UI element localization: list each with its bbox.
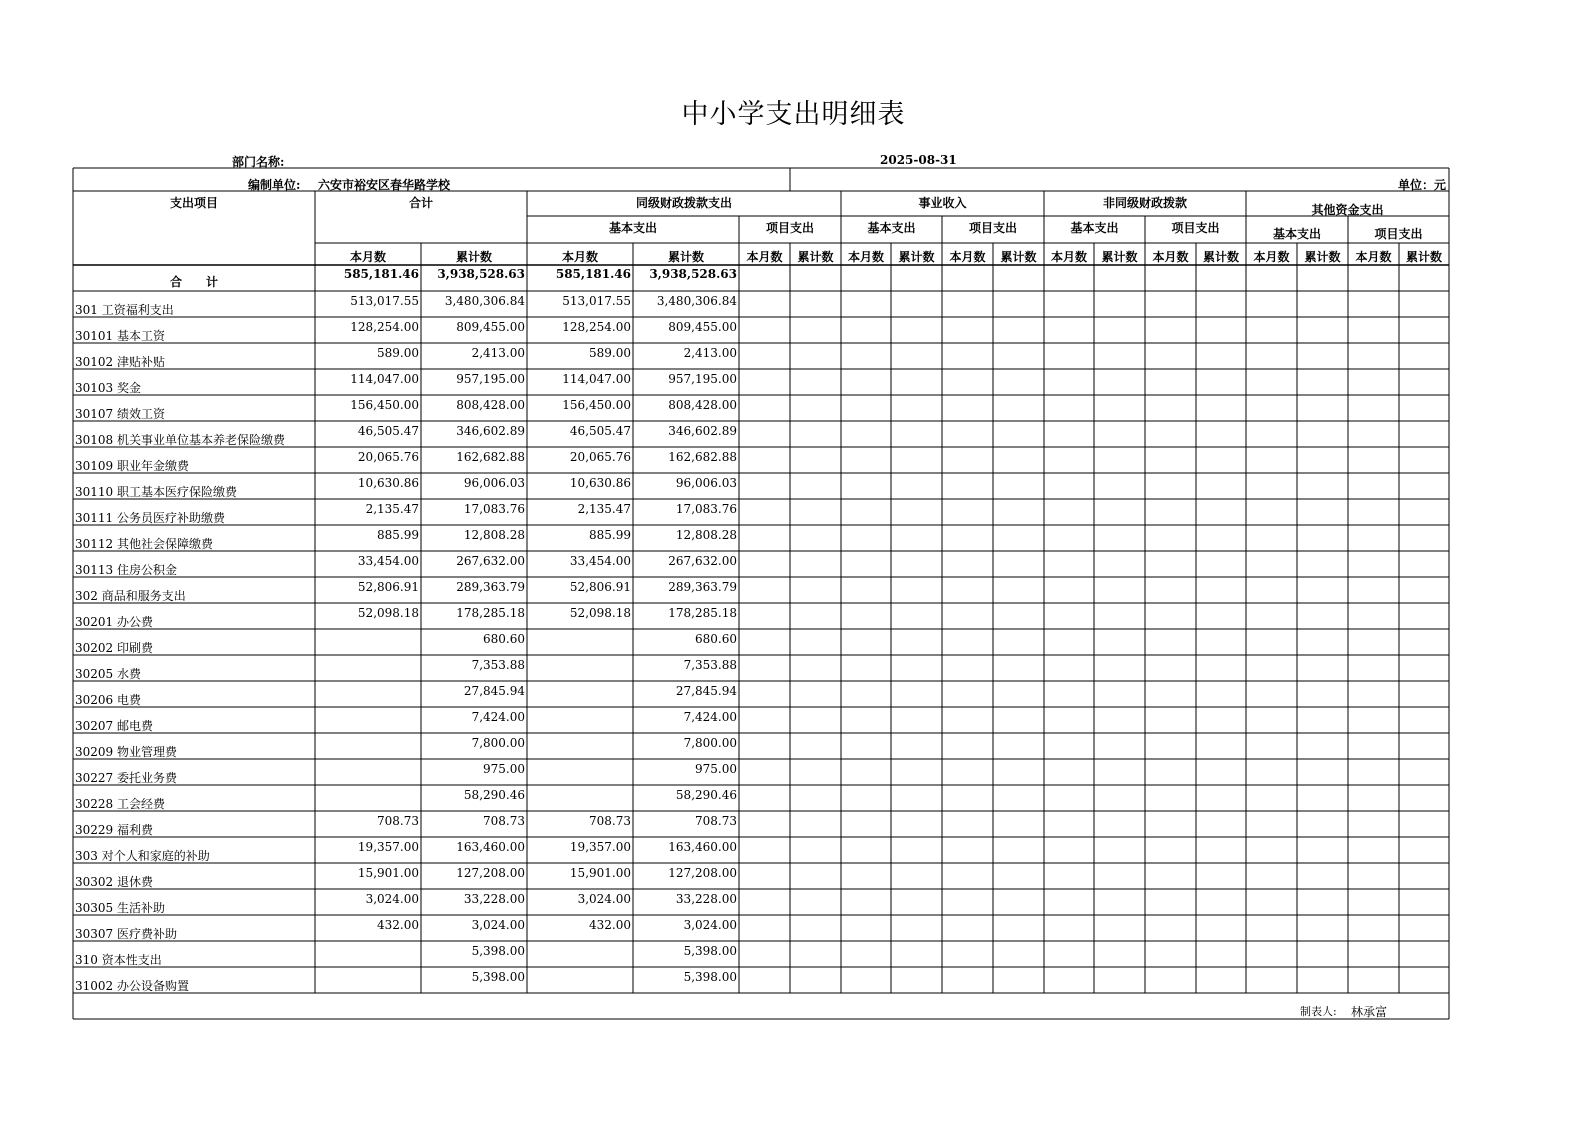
- row-total-month: 46,505.47: [357, 424, 419, 438]
- row-label: 30206 电费: [75, 693, 141, 707]
- preparer-name: 林承富: [1351, 1005, 1388, 1019]
- row-total-cumulative: 33,228.00: [463, 892, 525, 906]
- row-total-month: 156,450.00: [350, 398, 419, 412]
- row-total-month: 33,454.00: [357, 554, 419, 568]
- header-month: 本月数: [1253, 250, 1290, 264]
- row-label: 303 对个人和家庭的补助: [75, 849, 210, 863]
- row-total-cumulative: 12,808.28: [463, 528, 525, 542]
- row-label: 30202 印刷费: [75, 641, 153, 655]
- row-total-month: 589.00: [377, 346, 419, 360]
- header-cumulative: 累计数: [797, 250, 834, 264]
- row-total-cumulative: 17,083.76: [463, 502, 525, 516]
- row-total-month: 3,024.00: [365, 892, 419, 906]
- row-label: 30102 津贴补贴: [75, 355, 165, 369]
- row-basic-cumulative: 957,195.00: [668, 372, 737, 386]
- header-cumulative: 累计数: [1101, 250, 1138, 264]
- row-total-cumulative: 5,398.00: [471, 970, 525, 984]
- header-month: 本月数: [847, 250, 884, 264]
- row-basic-cumulative: 346,602.89: [668, 424, 737, 438]
- row-basic-cumulative: 680.60: [695, 632, 737, 646]
- row-total-month: 114,047.00: [350, 372, 419, 386]
- row-label: 30227 委托业务费: [75, 771, 177, 785]
- row-total-cumulative: 58,290.46: [463, 788, 525, 802]
- row-total-month: 52,098.18: [357, 606, 419, 620]
- row-label: 30207 邮电费: [75, 719, 153, 733]
- header-total: 合计: [408, 196, 433, 210]
- row-label: 30101 基本工资: [75, 329, 165, 343]
- row-basic-cumulative: 5,398.00: [683, 970, 737, 984]
- row-label: 30108 机关事业单位基本养老保险缴费: [75, 433, 285, 447]
- row-total-cumulative: 127,208.00: [456, 866, 525, 880]
- row-basic-month: 432.00: [589, 918, 631, 932]
- unit-name: 六安市裕安区春华路学校: [318, 178, 451, 192]
- row-total-cumulative: 2,413.00: [471, 346, 525, 360]
- row-total-cumulative: 27,845.94: [463, 684, 525, 698]
- header-cumulative: 累计数: [898, 250, 935, 264]
- header-month: 本月数: [349, 250, 386, 264]
- row-total-month: 15,901.00: [357, 866, 419, 880]
- total-cumulative: 3,938,528.63: [437, 267, 525, 281]
- header-same-level: 同级财政拨款支出: [635, 196, 732, 210]
- row-basic-month: 19,357.00: [569, 840, 631, 854]
- row-total-month: 19,357.00: [357, 840, 419, 854]
- row-label: 30201 办公费: [75, 615, 153, 629]
- header-cumulative: 累计数: [667, 250, 704, 264]
- row-total-cumulative: 289,363.79: [456, 580, 525, 594]
- row-total-month: 20,065.76: [357, 450, 419, 464]
- row-basic-cumulative: 58,290.46: [675, 788, 737, 802]
- header-non-basic: 基本支出: [1070, 221, 1119, 235]
- row-label: 30112 其他社会保障缴费: [75, 537, 213, 551]
- row-basic-cumulative: 178,285.18: [668, 606, 737, 620]
- header-cumulative: 累计数: [1000, 250, 1037, 264]
- row-total-cumulative: 178,285.18: [456, 606, 525, 620]
- row-basic-cumulative: 809,455.00: [668, 320, 737, 334]
- row-total-month: 513,017.55: [350, 294, 419, 308]
- row-total-cumulative: 809,455.00: [456, 320, 525, 334]
- row-label: 30209 物业管理费: [75, 745, 177, 759]
- row-basic-cumulative: 2,413.00: [683, 346, 737, 360]
- row-total-cumulative: 7,424.00: [471, 710, 525, 724]
- row-label: 30307 医疗费补助: [75, 927, 177, 941]
- row-basic-cumulative: 267,632.00: [668, 554, 737, 568]
- row-total-cumulative: 3,024.00: [471, 918, 525, 932]
- header-other-project: 项目支出: [1374, 227, 1423, 241]
- row-total-cumulative: 162,682.88: [456, 450, 525, 464]
- dept-name-label: 部门名称:: [232, 155, 285, 169]
- row-basic-cumulative: 7,353.88: [683, 658, 737, 672]
- header-item: 支出项目: [169, 196, 218, 210]
- row-total-month: 708.73: [377, 814, 419, 828]
- row-total-month: 885.99: [377, 528, 419, 542]
- row-label: 31002 办公设备购置: [75, 979, 189, 993]
- row-basic-cumulative: 975.00: [695, 762, 737, 776]
- row-total-month: 10,630.86: [357, 476, 419, 490]
- row-label: 30110 职工基本医疗保险缴费: [75, 485, 237, 499]
- header-month: 本月数: [746, 250, 783, 264]
- row-basic-cumulative: 17,083.76: [675, 502, 737, 516]
- row-basic-month: 156,450.00: [562, 398, 631, 412]
- row-basic-cumulative: 289,363.79: [668, 580, 737, 594]
- header-same-basic: 基本支出: [608, 221, 657, 235]
- row-label: 30113 住房公积金: [75, 563, 177, 577]
- header-non-same-level: 非同级财政拨款: [1102, 196, 1187, 210]
- header-cumulative: 累计数: [1304, 250, 1341, 264]
- row-basic-month: 52,098.18: [569, 606, 631, 620]
- unit-prefix-label: 编制单位:: [248, 178, 301, 192]
- row-label: 30111 公务员医疗补助缴费: [75, 511, 225, 525]
- row-basic-cumulative: 5,398.00: [683, 944, 737, 958]
- row-total-cumulative: 957,195.00: [456, 372, 525, 386]
- row-basic-month: 128,254.00: [562, 320, 631, 334]
- report-date: 2025-08-31: [880, 153, 957, 167]
- row-basic-month: 46,505.47: [569, 424, 631, 438]
- basic-month: 585,181.46: [555, 267, 631, 281]
- preparer-label: 制表人:: [1300, 1005, 1337, 1018]
- header-non-project: 项目支出: [1171, 221, 1220, 235]
- row-basic-cumulative: 162,682.88: [668, 450, 737, 464]
- row-total-cumulative: 808,428.00: [456, 398, 525, 412]
- row-label: 301 工资福利支出: [75, 303, 174, 317]
- row-basic-cumulative: 127,208.00: [668, 866, 737, 880]
- row-total-cumulative: 7,353.88: [471, 658, 525, 672]
- row-total-cumulative: 708.73: [483, 814, 525, 828]
- row-label: 30228 工会经费: [75, 797, 165, 811]
- row-basic-cumulative: 7,800.00: [683, 736, 737, 750]
- basic-cumulative: 3,938,528.63: [649, 267, 737, 281]
- row-basic-month: 114,047.00: [562, 372, 631, 386]
- row-basic-cumulative: 808,428.00: [668, 398, 737, 412]
- header-same-project: 项目支出: [765, 221, 814, 235]
- row-label: 30205 水费: [75, 667, 141, 681]
- header-business: 事业收入: [918, 196, 967, 210]
- row-basic-month: 589.00: [589, 346, 631, 360]
- row-total-cumulative: 7,800.00: [471, 736, 525, 750]
- row-label: 30305 生活补助: [75, 901, 165, 915]
- row-label: 30302 退休费: [75, 875, 153, 889]
- header-month: 本月数: [949, 250, 986, 264]
- header-month: 本月数: [561, 250, 598, 264]
- row-total-cumulative: 346,602.89: [456, 424, 525, 438]
- row-total-cumulative: 680.60: [483, 632, 525, 646]
- row-label: 310 资本性支出: [75, 953, 162, 967]
- row-basic-cumulative: 3,480,306.84: [656, 294, 737, 308]
- row-basic-cumulative: 27,845.94: [675, 684, 737, 698]
- row-basic-cumulative: 33,228.00: [675, 892, 737, 906]
- report-title: 中小学支出明细表: [681, 99, 906, 130]
- header-business-project: 项目支出: [968, 221, 1017, 235]
- row-total-cumulative: 3,480,306.84: [444, 294, 525, 308]
- header-month: 本月数: [1355, 250, 1392, 264]
- row-label: 30109 职业年金缴费: [75, 459, 189, 473]
- total-row-label: 合 计: [169, 275, 218, 289]
- row-total-cumulative: 267,632.00: [456, 554, 525, 568]
- row-basic-month: 52,806.91: [569, 580, 631, 594]
- header-other: 其他资金支出: [1311, 203, 1384, 217]
- row-label: 302 商品和服务支出: [75, 589, 186, 603]
- row-total-cumulative: 975.00: [483, 762, 525, 776]
- header-cumulative: 累计数: [1405, 250, 1442, 264]
- row-total-month: 128,254.00: [350, 320, 419, 334]
- row-total-cumulative: 96,006.03: [463, 476, 525, 490]
- row-total-cumulative: 5,398.00: [471, 944, 525, 958]
- row-basic-month: 708.73: [589, 814, 631, 828]
- row-basic-cumulative: 12,808.28: [675, 528, 737, 542]
- header-business-basic: 基本支出: [867, 221, 916, 235]
- header-month: 本月数: [1152, 250, 1189, 264]
- row-total-month: 432.00: [377, 918, 419, 932]
- total-month: 585,181.46: [343, 267, 419, 281]
- row-basic-cumulative: 708.73: [695, 814, 737, 828]
- header-cumulative: 累计数: [1202, 250, 1239, 264]
- row-basic-month: 33,454.00: [569, 554, 631, 568]
- currency-unit: 单位：元: [1398, 178, 1447, 192]
- header-month: 本月数: [1050, 250, 1087, 264]
- row-basic-month: 10,630.86: [569, 476, 631, 490]
- header-other-basic: 基本支出: [1272, 227, 1321, 241]
- row-basic-month: 2,135.47: [577, 502, 631, 516]
- row-basic-month: 20,065.76: [569, 450, 631, 464]
- row-basic-month: 885.99: [589, 528, 631, 542]
- row-label: 30103 奖金: [75, 381, 141, 395]
- row-basic-cumulative: 163,460.00: [668, 840, 737, 854]
- row-total-cumulative: 163,460.00: [456, 840, 525, 854]
- row-total-month: 2,135.47: [365, 502, 419, 516]
- row-basic-cumulative: 96,006.03: [675, 476, 737, 490]
- row-label: 30107 绩效工资: [75, 407, 165, 421]
- row-basic-month: 15,901.00: [569, 866, 631, 880]
- header-cumulative: 累计数: [455, 250, 492, 264]
- row-basic-month: 513,017.55: [562, 294, 631, 308]
- row-total-month: 52,806.91: [357, 580, 419, 594]
- row-basic-cumulative: 7,424.00: [683, 710, 737, 724]
- row-basic-cumulative: 3,024.00: [683, 918, 737, 932]
- row-basic-month: 3,024.00: [577, 892, 631, 906]
- row-label: 30229 福利费: [75, 823, 153, 837]
